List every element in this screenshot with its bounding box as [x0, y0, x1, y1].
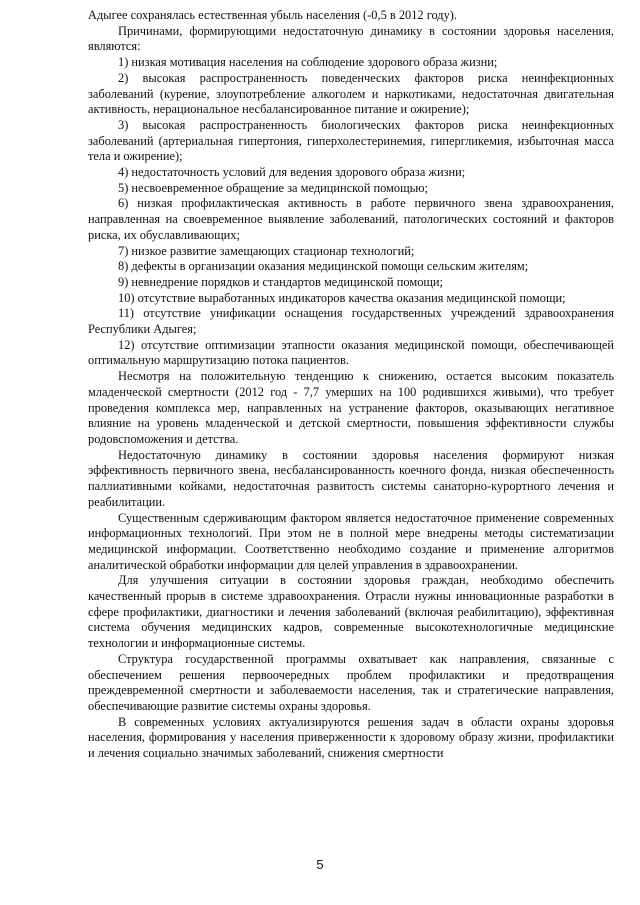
page-number: 5 [316, 857, 324, 872]
body-paragraph: Существенным сдерживающим фактором является недостаточное применение современных информационных технологий. При этом не в полной мере внедрены методы систематизации медицинской информации. Соответственно необходимо создание и применение алгоритмов аналитической обработки информации для целей управления в здравоохранении. [88, 510, 614, 572]
opening-line: Адыгее сохранялась естественная убыль населения (-0,5 в 2012 году). [88, 8, 458, 22]
cause-item: 3) высокая распространенность биологических факторов риска неинфекционных заболеваний (артериальная гипертония, гиперхолестеринемия, гипергликемия, избыточная масса тела и ожирение); [88, 117, 614, 164]
body-paragraph: Для улучшения ситуации в состоянии здоровья граждан, необходимо обеспечить качественный прорыв в системе здравоохранения. Отрасли нужны инновационные разработки в сфере профилактики, диагностики и лечения заболеваний (включая реабилитацию), эффективная система обучения медицинских кадров, современные высокотехнологичные медицинские технологии и информационные системы. [88, 573, 614, 651]
document-page [88, 8, 614, 762]
body-paragraph: Структура государственной программы охватывает как направления, связанные с обеспечением решения первоочередных проблем профилактики и предотвращения преждевременной смертности и заболеваемости населения, так и стратегические направления, обеспечивающие развитие системы охраны здоровья. [88, 651, 614, 713]
cause-item: 10) отсутствие выработанных индикаторов качества оказания медицинской помощи; [118, 290, 566, 305]
cause-item: 9) невнедрение порядков и стандартов медицинской помощи; [118, 274, 443, 289]
cause-item: 4) недостаточность условий для ведения здорового образа жизни; [118, 165, 466, 180]
cause-item: 5) несвоевременное обращение за медицинской помощью; [118, 180, 428, 195]
body-paragraph: В современных условиях актуализируются решения задач в области охраны здоровья населения, формирования у населения приверженности к здоровому образу жизни, профилактики и лечения социально значимых заболеваний, снижения смертности [88, 714, 614, 761]
cause-item: 8) дефекты в организации оказания медицинской помощи сельским жителям; [118, 259, 529, 274]
cause-item: 2) высокая распространенность поведенческих факторов риска неинфекционных заболеваний (курение, злоупотребление алкоголем и наркотиками, недостаточная двигательная активность, нерациональное несбалансированное питание и ожирение); [88, 70, 614, 117]
body-paragraph: Недостаточную динамику в состоянии здоровья населения формируют низкая эффективность первичного звена, несбалансированность коечного фонда, низкая обеспеченность паллиативными койками, недостаточная развитость системы санаторно-курортного лечения и реабилитации. [88, 447, 614, 509]
cause-item: 1) низкая мотивация населения на соблюдение здорового образа жизни; [118, 55, 498, 70]
body-paragraph: Несмотря на положительную тенденцию к снижению, остается высоким показатель младенческой смертности (2012 год - 7,7 умерших на 100 родившихся живыми), что требует проведения комплекса мер, направленных на устранение факторов, оказывающих негативное влияние на уровень младенческой и детской смертности, повышения эффективности службы родовспоможения и детства. [88, 369, 614, 446]
cause-item: 7) низкое развитие замещающих стационар технологий; [118, 243, 415, 258]
cause-item: 12) отсутствие оптимизации этапности оказания медицинской помощи, обеспечивающей оптимальную маршрутизацию потока пациентов. [88, 337, 614, 368]
causes-intro: Причинами, формирующими недостаточную динамику в состоянии здоровья населения, являются: [88, 23, 614, 54]
cause-item: 6) низкая профилактическая активность в работе первичного звена здравоохранения, направленная на своевременное выявление заболеваний, патологических состояний и факторов риска, их обуславливающих; [88, 196, 614, 242]
cause-item: 11) отсутствие унификации оснащения государственных учреждений здравоохранения Республики Адыгея; [88, 306, 614, 337]
